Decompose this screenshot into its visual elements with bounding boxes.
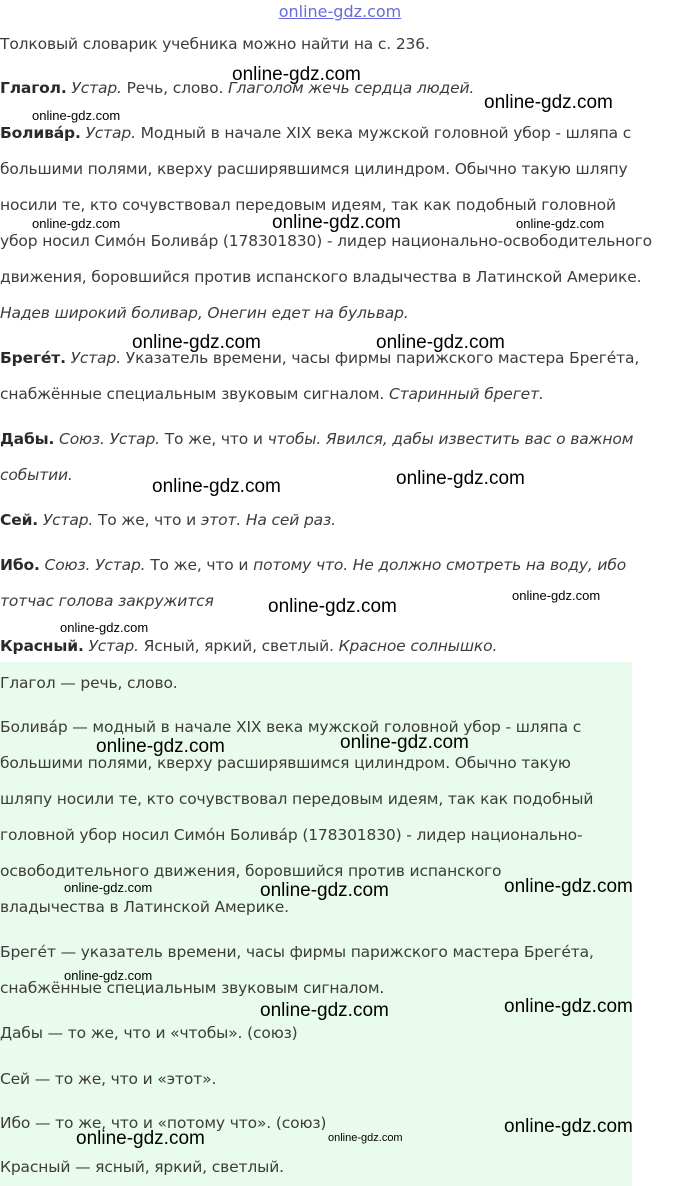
entry-example: Старинный брегет.	[388, 385, 544, 403]
entry-bolivar-line: большими полями, кверху расширявшимся цилиндром. Обычно такую шляпу	[0, 160, 628, 178]
entry-ibo	[0, 555, 626, 575]
answer-block	[0, 662, 632, 1186]
entry-bolivar-line: носили те, кто сочувствовал передовым идеям, так как подобный головной	[0, 196, 616, 214]
entry-term: Боливáр.	[0, 124, 81, 142]
answer-krasny: Красный — ясный, яркий, светлый.	[0, 1158, 284, 1176]
watermark: online-gdz.com	[484, 92, 613, 113]
entry-sey	[0, 510, 336, 530]
watermark: online-gdz.com	[64, 880, 153, 895]
watermark: online-gdz.com	[340, 732, 469, 753]
entry-definition: То же, что и	[150, 556, 249, 574]
answer-daby: Дабы — то же, что и «чтобы». (союз)	[0, 1024, 298, 1042]
entry-daby	[0, 429, 633, 449]
entry-ibo-line	[0, 591, 214, 611]
entry-definition-word: этот.	[200, 511, 242, 529]
entry-mark: Устар.	[70, 349, 122, 367]
entry-daby-line	[0, 465, 73, 485]
entry-mark: Устар.	[85, 124, 136, 142]
watermark: online-gdz.com	[504, 996, 633, 1017]
entry-definition: снабжённые специальным звуковым сигналом.	[0, 385, 385, 403]
entry-definition-word: потому что.	[253, 556, 348, 574]
answer-ibo: Ибо — то же, что и «потому что». (союз)	[0, 1114, 327, 1132]
answer-bolivar-line: шляпу носили те, кто сочувствовал передовым идеям, так как подобный	[0, 790, 594, 808]
answer-bolivar-line: освободительного движения, боровшийся против испанского	[0, 862, 502, 880]
entry-bolivar-line: убор носил Симóн Боливáр (178301830) - лидер национально-освободительного	[0, 232, 652, 250]
watermark: online-gdz.com	[260, 1000, 389, 1021]
entry-definition: Модный в начале XIX века мужской головной убор - шляпа с	[140, 124, 632, 142]
answer-bolivar-line: владычества в Латинской Америке.	[0, 898, 289, 916]
entry-mark: Союз. Устар.	[59, 430, 160, 448]
entry-term: Дабы.	[0, 430, 55, 448]
watermark: online-gdz.com	[396, 468, 525, 489]
entry-definition: Речь, слово.	[126, 79, 224, 97]
watermark: online-gdz.com	[268, 596, 397, 617]
watermark: online-gdz.com	[96, 736, 225, 757]
watermark: online-gdz.com	[328, 1132, 403, 1144]
watermark: online-gdz.com	[132, 332, 261, 353]
entry-example: Красное солнышко.	[338, 637, 498, 655]
entry-term: Сей.	[0, 511, 39, 529]
answer-bolivar-line: головной убор носил Симóн Боливáр (178301830) - лидер национально-	[0, 826, 583, 844]
entry-mark: Устар.	[71, 79, 122, 97]
watermark: online-gdz.com	[512, 588, 601, 603]
answer-sey: Сей — то же, что и «этот».	[0, 1070, 217, 1088]
answer-bolivar-line: большими полями, кверху расширявшимся цилиндром. Обычно такую	[0, 754, 571, 772]
entry-mark: Устар.	[88, 637, 139, 655]
entry-breget	[0, 348, 639, 368]
entry-definition: Ясный, яркий, светлый.	[143, 637, 334, 655]
entry-example: Глаголом жечь сердца людей.	[228, 79, 475, 97]
entry-term: Брегéт.	[0, 349, 66, 367]
watermark: online-gdz.com	[32, 108, 121, 123]
entry-breget-line	[0, 384, 544, 404]
answer-glagol: Глагол — речь, слово.	[0, 674, 178, 692]
entry-definition: То же, что и	[164, 430, 263, 448]
answer-bolivar-line: Боливáр — модный в начале XIX века мужской головной убор - шляпа с	[0, 718, 582, 736]
answer-breget-line: снабжённые специальным звуковым сигналом.	[0, 979, 385, 997]
watermark: online-gdz.com	[152, 476, 281, 497]
entry-krasny	[0, 636, 497, 656]
entry-example: Не должно смотреть на воду, ибо	[352, 556, 627, 574]
watermark: online-gdz.com	[272, 212, 401, 233]
entry-definition: Указатель времени, часы фирмы парижского мастера Брегéта,	[125, 349, 640, 367]
watermark: online-gdz.com	[64, 968, 153, 983]
watermark: online-gdz.com	[504, 876, 633, 897]
entry-bolivar-example	[0, 303, 409, 323]
entry-definition-word: чтобы.	[267, 430, 322, 448]
watermark: online-gdz.com	[376, 332, 505, 353]
watermark: online-gdz.com	[60, 620, 149, 635]
entry-term: Глагол.	[0, 79, 67, 97]
site-link[interactable]: online-gdz.com	[278, 2, 402, 21]
entry-bolivar	[0, 123, 631, 143]
watermark: online-gdz.com	[504, 1116, 633, 1137]
intro-text: Толковый словарик учебника можно найти на с. 236.	[0, 35, 430, 53]
watermark: online-gdz.com	[32, 216, 121, 231]
watermark: online-gdz.com	[516, 216, 605, 231]
entry-example: Надев широкий боливар, Онегин едет на бульвар.	[0, 304, 409, 322]
watermark: online-gdz.com	[232, 64, 361, 85]
entry-example: событии.	[0, 466, 73, 484]
watermark: online-gdz.com	[76, 1128, 205, 1149]
entry-example: тотчас голова закружится	[0, 592, 214, 610]
entry-definition: То же, что и	[97, 511, 197, 529]
entry-mark: Союз. Устар.	[44, 556, 146, 574]
entry-term: Ибо.	[0, 556, 40, 574]
watermark: online-gdz.com	[260, 880, 389, 901]
entry-example: На сей раз.	[245, 511, 336, 529]
entry-bolivar-line: движения, боровшийся против испанского владычества в Латинской Америке.	[0, 268, 642, 286]
answer-breget-line: Брегéт — указатель времени, часы фирмы парижского мастера Брегéта,	[0, 943, 594, 961]
entry-term: Красный.	[0, 637, 84, 655]
entry-mark: Устар.	[42, 511, 94, 529]
entry-example: Явился, дабы известить вас о важном	[325, 430, 634, 448]
